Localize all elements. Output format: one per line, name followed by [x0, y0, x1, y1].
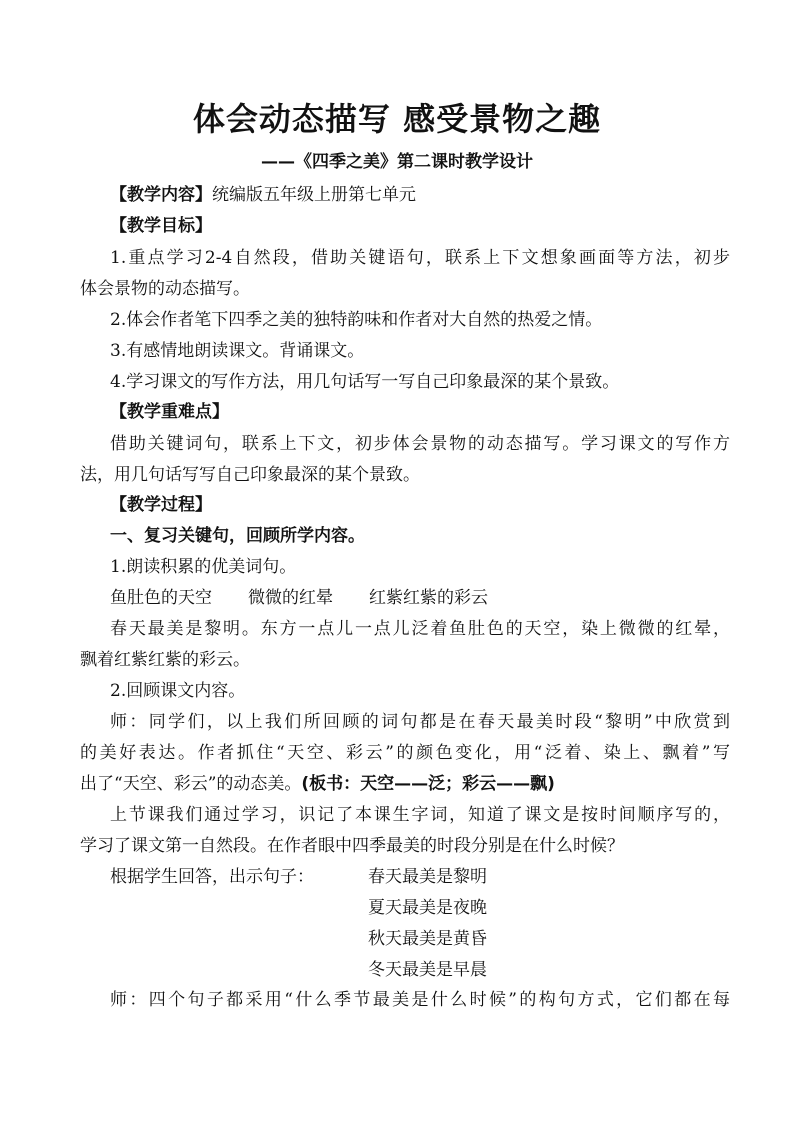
objective-2: 2.体会作者笔下四季之美的独特韵味和作者对大自然的热爱之情。 [110, 310, 603, 330]
key-points-label: 【教学重难点】 [110, 402, 229, 422]
step-2: 2.回顾课文内容。 [110, 681, 246, 701]
teacher-1-line3 [80, 772, 730, 796]
section-1-heading: 一、复习关键句，回顾所学内容。 [110, 526, 365, 546]
content-row [110, 183, 730, 207]
teacher-2-line1: 师：四个句子都采用“什么季节最美是什么时候”的构句方式，它们都在每 [110, 990, 730, 1010]
key-points-line1: 借助关键词句，联系上下文，初步体会景物的动态描写。学习课文的写作方 [110, 434, 730, 454]
teacher-1-line3-text: 出了“天空、彩云”的动态美。 [80, 774, 302, 794]
review-line1: 上节课我们通过学习，识记了本课生字词，知道了课文是按时间顺序写的， [110, 805, 730, 825]
content-text: 统编版五年级上册第七单元 [212, 185, 416, 205]
board-note: (板书：天空——泛；彩云——飘) [301, 774, 555, 794]
sentence-winter: 冬天最美是早晨 [368, 960, 487, 980]
sentence-spring: 春天最美是黎明 [368, 867, 487, 887]
objective-1-line1: 1.重点学习2-4自然段，借助关键语句，联系上下文想象画面等方法，初步 [110, 248, 730, 268]
teacher-1-line1: 师：同学们，以上我们所回顾的词句都是在春天最美时段“黎明”中欣赏到 [110, 712, 730, 732]
objective-1-line2: 体会景物的动态描写。 [80, 279, 250, 299]
objective-3: 3.有感情地朗读课文。背诵课文。 [110, 341, 365, 361]
objective-4: 4.学习课文的写作方法，用几句话写一写自己印象最深的某个景致。 [110, 372, 620, 392]
review-line2: 学习了课文第一自然段。在作者眼中四季最美的时段分别是在什么时候？ [80, 836, 624, 856]
step-1: 1.朗读积累的优美词句。 [110, 557, 297, 577]
objectives-label: 【教学目标】 [110, 216, 212, 236]
page-subtitle: ——《四季之美》第二课时教学设计 [261, 152, 533, 172]
phrase-2: 微微的红晕 [248, 588, 333, 608]
content-label: 【教学内容】 [110, 185, 212, 205]
phrase-1: 鱼肚色的天空 [110, 588, 212, 608]
spring-line1: 春天最美是黎明。东方一点儿一点儿泛着鱼肚色的天空，染上微微的红晕， [110, 619, 730, 639]
teacher-1-line2: 的美好表达。作者抓住“天空、彩云”的颜色变化，用“泛着、染上、飘着”写 [80, 743, 730, 763]
phrase-row [110, 586, 730, 610]
key-points-line2: 法，用几句话写写自己印象最深的某个景致。 [80, 465, 420, 485]
page-title: 体会动态描写 感受景物之趣 [192, 100, 602, 138]
spring-line2: 飘着红紫红紫的彩云。 [80, 650, 250, 670]
sentence-autumn: 秋天最美是黄昏 [368, 929, 487, 949]
sentence-summer: 夏天最美是夜晚 [368, 898, 487, 918]
answer-intro: 根据学生回答，出示句子： [110, 867, 314, 887]
phrase-3: 红紫红紫的彩云 [369, 588, 488, 608]
process-label: 【教学过程】 [110, 495, 212, 515]
